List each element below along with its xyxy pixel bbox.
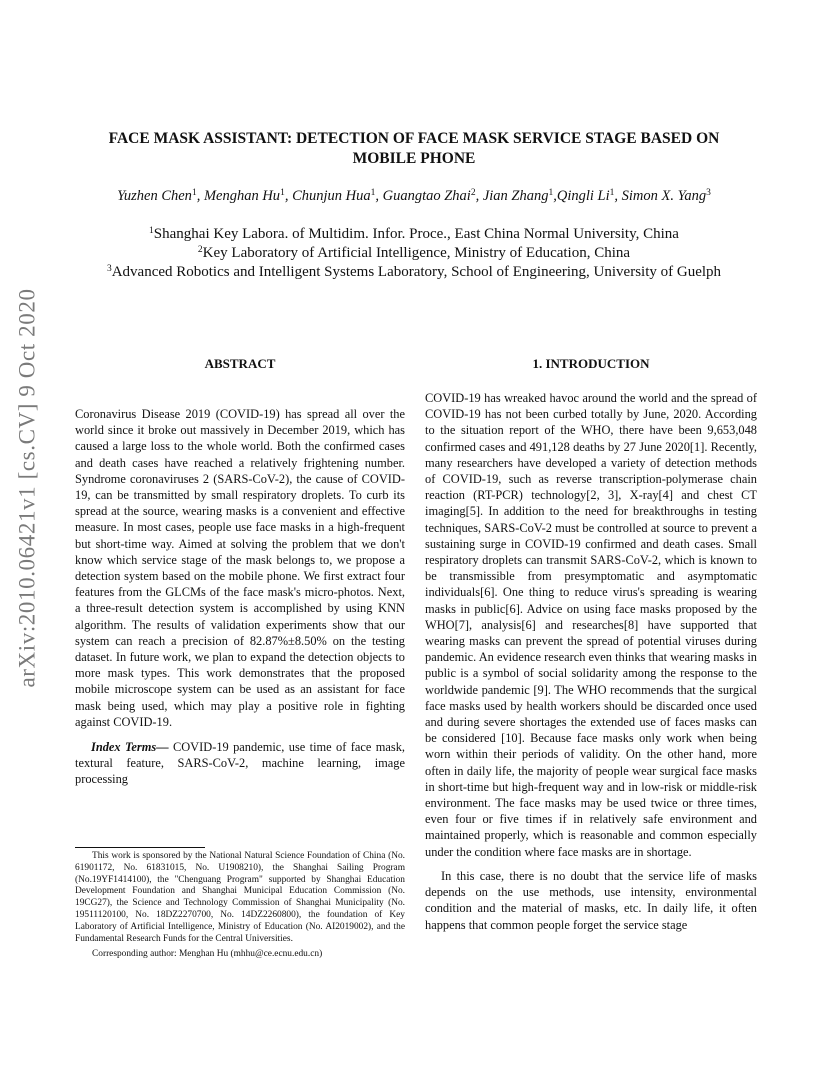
footnote	[75, 851, 405, 961]
author: Guangtao Zhai$^2$,	[382, 188, 483, 204]
affiliation: $^1$Shanghai Key Labora. of Multidim. Infor. Proce., East China Normal University, China	[149, 226, 679, 242]
author: Simon X. Yang$^3$	[621, 188, 711, 204]
author-list	[60, 186, 768, 206]
paper-title	[80, 129, 748, 169]
author: Jian Zhang$^1$,	[482, 188, 557, 204]
title-line-2: MOBILE PHONE	[352, 150, 476, 167]
author: Qingli Li$^1$,	[556, 188, 622, 204]
corresponding-author-note: Corresponding author: Menghan Hu (mhhu@ce.ecnu.edu.cn)	[92, 949, 323, 960]
affiliation: $^2$Key Laboratory of Artificial Intelligence, Ministry of Education, China	[197, 245, 631, 261]
introduction-paragraph-2: In this case, there is no doubt that the service life of masks depends on the use methods, use intensity, environmental condition and the material of masks, etc. In daily life, it often happens that common people forget the service stage	[425, 868, 757, 932]
index-terms-label: Index Terms—	[91, 740, 169, 755]
title-line-1: FACE MASK ASSISTANT: DETECTION OF FACE MASK SERVICE STAGE BASED ON	[108, 130, 720, 147]
introduction-section	[425, 390, 757, 933]
index-terms-text: COVID-19 pandemic, use time of face mask, textural feature, SARS-CoV-2, machine learning, image processing	[75, 740, 405, 787]
affiliation: $^3$Advanced Robotics and Intelligent Systems Laboratory, School of Engineering, University of Guelph	[106, 264, 722, 280]
footnote-divider	[75, 847, 205, 848]
abstract-heading: ABSTRACT	[204, 356, 276, 371]
author: Chunjun Hua$^1$,	[292, 188, 383, 204]
abstract-section	[75, 406, 405, 788]
author: Yuzhen Chen$^1$,	[117, 188, 204, 204]
arxiv-side-stamp	[8, 288, 48, 688]
abstract-body: Coronavirus Disease 2019 (COVID-19) has spread all over the world since it broke out massively in December 2019, which has caused a large loss to the whole world. Both the confirmed cases and death cases have reached a relatively frightening number. Syndrome coronaviruses 2 (SARS-CoV-2), the cause of COVID-19, can be transmitted by small respiratory droplets. To curb its spread at the source, wearing masks is a convenient and effective measure. In most cases, people use face masks in a high-frequent but short-time way. Aimed at solving the problem that we don't know which service stage of the mask belongs to, we propose a detection system based on the mobile phone. We first extract four features from the GLCMs of the face mask's micro-photos. Next, a three-result detection system is accomplished by using KNN algorithm. The results of validation experiments show that our system can reach a precision of 82.87%±8.50% on the testing dataset. In future work, we plan to expand the detection objects to more mask types. This work demonstrates that the proposed mobile microscope system can be used as an assistant for face mask being used, which may play a positive role in fighting against COVID-19.	[75, 407, 405, 729]
introduction-heading: 1. INTRODUCTION	[532, 356, 650, 371]
arxiv-identifier: arXiv:2010.06421v1 [cs.CV] 9 Oct 2020	[15, 288, 41, 688]
introduction-paragraph-1: COVID-19 has wreaked havoc around the world and the spread of COVID-19 has not been curbed totally by June, 2020. According to the situation report of the WHO, there have been 9,653,048 confirmed cases and 491,128 deaths by 27 June 2020[1]. Recently, many researchers have developed a variety of detection methods of COVID-19, such as reverse transcription-polymerase chain reaction (RT-PCR) technology[2, 3], X-ray[4] and chest CT imaging[5]. In addition to the need for breakthroughs in testing techniques, SARS-CoV-2 must be controlled at source to prevent a sustaining surge in COVID-19 confirmed and death cases. Small respiratory droplets can transmit SARS-CoV-2, which is known to be transmissible from presymptomatic and asymptomatic individuals[6]. One thing to reduce virus's spreading is wearing masks in public[6]. Advice on using face masks proposed by the WHO[7], analysis[6] and researches[8] have supported that wearing masks can prevent the spread of potential viruses during pandemic. An evidence research even thinks that wearing masks in public is a symbol of social solidarity among the response to the worldwide pandemic [9]. The WHO recommends that the surgical face masks used by health workers should be discarded once used and during severe shortages the extended use of faces masks can be considered [10]. Because face masks only work when being worn within their periods of validity. On the other hand, more often in daily life, the majority of people wear surgical face masks in short-time but high-frequent way and in low-risk or middle-risk environment. The face masks may be used twice or three times, even four or five times if in relatively safe environment and maintained properly, which is reasonable and common especially under the condition where face masks are in shortage.	[425, 391, 757, 859]
author: Menghan Hu$^1$,	[203, 188, 293, 204]
index-terms	[75, 739, 405, 788]
funding-note: This work is sponsored by the National Natural Science Foundation of China (No. 61901172, No. 61831015, No. U1908210), the Shanghai Sailing Program (No.19YF1414100), the "Chenguang Program" supported by Shanghai Education Development Foundation and Shanghai Municipal Education Commission (No. 19CG27), the Science and Technology Commission of Shanghai Municipality (No. 19511120100, No. 18DZ2270700, No. 14DZ2260800), the foundation of Key Laboratory of Artificial Intelligence, Ministry of Education (No. AI2019002), and the Fundamental Research Funds for the Central Universities.	[75, 851, 405, 944]
affiliation-list	[60, 225, 768, 282]
